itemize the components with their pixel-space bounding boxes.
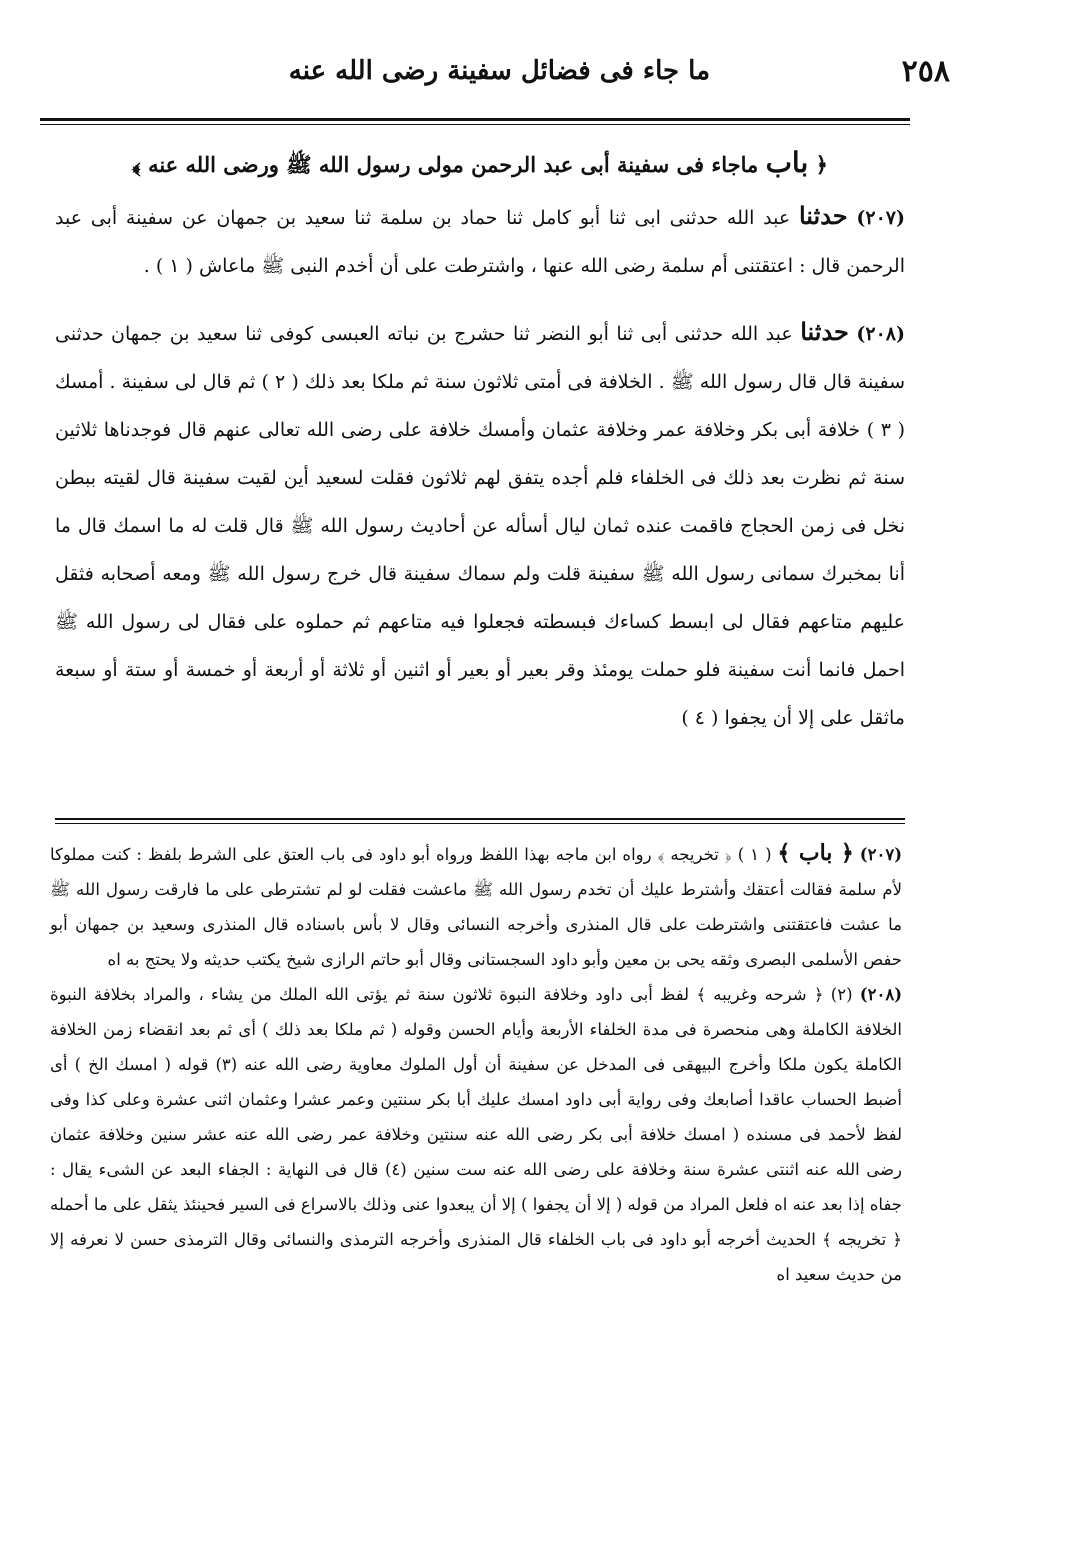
header-rule [40, 118, 910, 121]
footnotes [50, 836, 902, 1292]
hadith-208 [55, 308, 905, 742]
hadith-208-lead: حدثنا [800, 317, 849, 346]
chapter-bracket-open: ﴿ [815, 152, 828, 177]
chapter-bracket-close: ﴾ [132, 152, 141, 177]
header-rule-thin [40, 124, 910, 125]
footnote-208 [50, 977, 902, 1292]
chapter-title: ماجاء فى سفينة أبى عبد الرحمن مولى رسول الله ﷺ ورضى الله عنه [148, 152, 759, 177]
footnote-208-text: (٢) ﴿ شرحه وغريبه ﴾ لفظ أبى داود وخلافة النبوة ثلاثون سنة ثم يؤتى الله الملك من يشاء ، والمراد بخلافة النبوة الخلافة الكاملة وهى منحصرة فى مدة الخلفاء الأربعة وأيام الحسن وقوله ( ثم ملكا بعد ذلك ) أى ثم بعد انقضاء زمن الخلافة الكاملة يكون ملكا وأخرج البيهقى فى المدخل عن سفينة أن أول الملوك معاوية رضى الله عنه (٣) قوله ( امسك الخ ) أى أضبط الحساب عاقدا أصابعك وفى رواية أبى داود امسك عليك أبا بكر سنتين وعمر عشرا وعثمان اثنى عشرة وعلى كذا وفى لفظ لأحمد فى مسنده ( امسك خلافة أبى بكر رضى الله عنه سنتين وخلافة عمر رضى الله عنه عشر سنين وخلافة عثمان رضى الله عنه اثنتى عشرة سنة وخلافة على رضى الله عنه ست سنين (٤) قال فى النهاية : الجفاء البعد عن الشىء يقال : جفاه إذا بعد عنه اه فلعل المراد من قوله ( إلا أن يجفوا ) إلا أن يبعدوا عنى وذلك بالاسراع فى السير فحينئذ يثقل على ما أحمله ﴿ تخريجه ﴾ الحديث أخرجه أبو داود فى باب الخلفاء قال المنذرى وأخرجه الترمذى والنسائى وقال الترمذى حسن لا نعرفه إلا من حديث سعيد اه [50, 985, 902, 1284]
hadith-208-number: (٢٠٨) [856, 323, 905, 345]
footnote-208-number: (٢٠٨) [859, 985, 902, 1004]
footnote-rule [55, 818, 905, 820]
main-text [55, 140, 905, 742]
hadith-207-lead: حدثنا [798, 201, 848, 230]
chapter-heading [55, 140, 905, 188]
hadith-207-text: عبد الله حدثنى ابى ثنا أبو كامل ثنا حماد بن سلمة ثنا سعيد بن جمهان عن سفينة أبى عبد الرحمن قال : اعتقتنى أم سلمة رضى الله عنها ، واشترطت على أن أخدم النبى ﷺ ماعاش ( ١ ) . [55, 207, 905, 277]
running-title: ما جاء فى فضائل سفينة رضى الله عنه [288, 56, 710, 86]
hadith-207-number: (٢٠٧) [856, 207, 905, 229]
page-header [40, 50, 1040, 106]
footnote-207-number: (٢٠٧) [859, 845, 902, 864]
footnote-rule-thin [55, 823, 905, 824]
hadith-208-text: عبد الله حدثنى أبى ثنا أبو النضر ثنا حشرج بن نباته العبسى كوفى ثنا سعيد بن جمهان حدثنى سفينة قال قال رسول الله ﷺ . الخلافة فى أمتى ثلاثون سنة ثم ملكا بعد ذلك ( ٢ ) ثم قال لى سفينة . أمسك ( ٣ ) خلافة أبى بكر وخلافة عمر وخلافة عثمان وأمسك خلافة على رضى الله تعالى عنهم قال فوجدناها ثلاثين سنة ثم نظرت بعد ذلك فى الخلفاء فلم أجده يتفق لهم ثلاثون فقلت لسعيد أين لقيت سفينة قال لقيته ببطن نخل فى زمن الحجاج فاقمت عنده ثمان ليال أسأله عن أحاديث رسول الله ﷺ قال قلت له ما اسمك قال ما أنا بمخبرك سمانى رسول الله ﷺ سفينة قلت ولم سماك سفينة قال خرج رسول الله ﷺ ومعه أصحابه فثقل عليهم متاعهم فقال لى ابسط كساءك فبسطته فجعلوا فيه متاعهم ثم حملوه على فقال لى رسول الله ﷺ احمل فانما أنت سفينة فلو حملت يومئذ وقر بعير أو بعير أو اثنين أو ثلاثة أو أربعة أو خمسة أو ستة أو سبعة ماثقل على إلا أن يجفوا ( ٤ ) [55, 323, 906, 729]
page-number: ٢٥٨ [901, 54, 950, 89]
footnote-207-bab: ﴿ باب ﴾ [777, 840, 854, 866]
footnote-207-text: ( ١ ) ﴿ تخريجه ﴾ رواه ابن ماجه بهذا اللفظ ورواه أبو داود فى باب العتق على الشرط بلفظ : كنت مملوكا لأم سلمة فقالت أعتقك وأشترط عليك أن تخدم رسول الله ﷺ ماعشت فقلت لو لم تشترطى على ما فارقت رسول الله ﷺ ما عشت فاعتقتنى واشترطت على قال المنذرى وأخرجه النسائى وقال لا بأس باسناده قال المنذرى وسعيد بن جمهان أبو حفص الأسلمى البصرى وثقه يحى بن معين وأبو داود السجستانى وقال أبو حاتم الرازى شيخ يكتب حديثه ولا يحتج به اه [50, 845, 902, 969]
chapter-bab-word: باب [765, 146, 809, 179]
hadith-207 [55, 192, 905, 290]
footnote-207 [50, 836, 902, 977]
